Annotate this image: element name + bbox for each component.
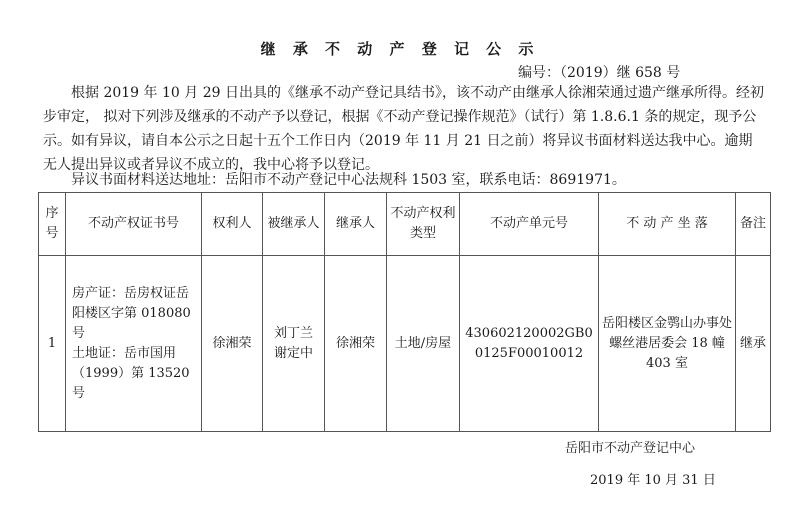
cert-land: 土地证：岳市国用（1999）第 13520 号 [72,345,190,401]
table-header-row [39,193,771,256]
decedent-name: 谢定中 [273,345,313,361]
header-right-holder: 权利人 [202,193,263,256]
header-heir: 继承人 [325,193,387,256]
cell-unit-no: 430602120002GB00125F00010012 [460,256,599,432]
header-remark: 备注 [736,193,771,256]
decedent-name: 刘丁兰 [273,325,313,341]
notice-body [43,81,765,177]
cell-location: 岳阳楼区金鹗山办事处螺丝港居委会 18 幢 403 室 [599,256,736,432]
issue-date: 2019 年 10 月 31 日 [590,473,716,488]
cell-remark: 继承 [736,256,771,432]
cell-right-holder: 徐湘荣 [202,256,263,432]
notice-title: 继 承 不 动 产 登 记 公 示 [260,40,540,58]
cell-right-type: 土地/房屋 [387,256,460,432]
objection-address: 异议书面材料送达地址：岳阳市不动产登记中心法规科 1503 室，联系电话：8691971。 [71,172,626,188]
cell-heir: 徐湘荣 [325,256,387,432]
header-unit-no: 不动产单元号 [460,193,599,256]
header-decedent: 被继承人 [263,193,325,256]
issuing-organization: 岳阳市不动产登记中心 [565,441,696,456]
cell-cert-no [66,256,202,432]
cell-seq: 1 [39,256,66,432]
notice-paragraph: 根据 2019 年 10 月 29 日出具的《继承不动产登记具结书》，该不动产由继承人徐湘荣通过遗产继承所得。经初步审定， 拟对下列涉及继承的不动产予以登记，根据《不动产登记操作规范》（试行）第 1.8.6.1 条的规定，现予公示。如有异议，请自本公示之日起十五个工作日内（2019 年 11 月 21 日之前）将异议书面材料送达我中心。逾期无人提出异议或者异议不成立的，我中心将予以登记。 [43,85,764,173]
table-row [39,256,771,432]
header-seq: 序号 [39,193,66,256]
header-location: 不 动 产 坐 落 [599,193,736,256]
header-cert-no: 不动产权证书号 [66,193,202,256]
header-right-type: 不动产权利类型 [387,193,460,256]
cell-decedent [263,256,325,432]
cert-house: 房产证：岳房权证岳阳楼区字第 018080 号 [72,285,191,341]
doc-number: 编号：（2019）继 658 号 [518,65,681,81]
registration-table [38,192,771,432]
